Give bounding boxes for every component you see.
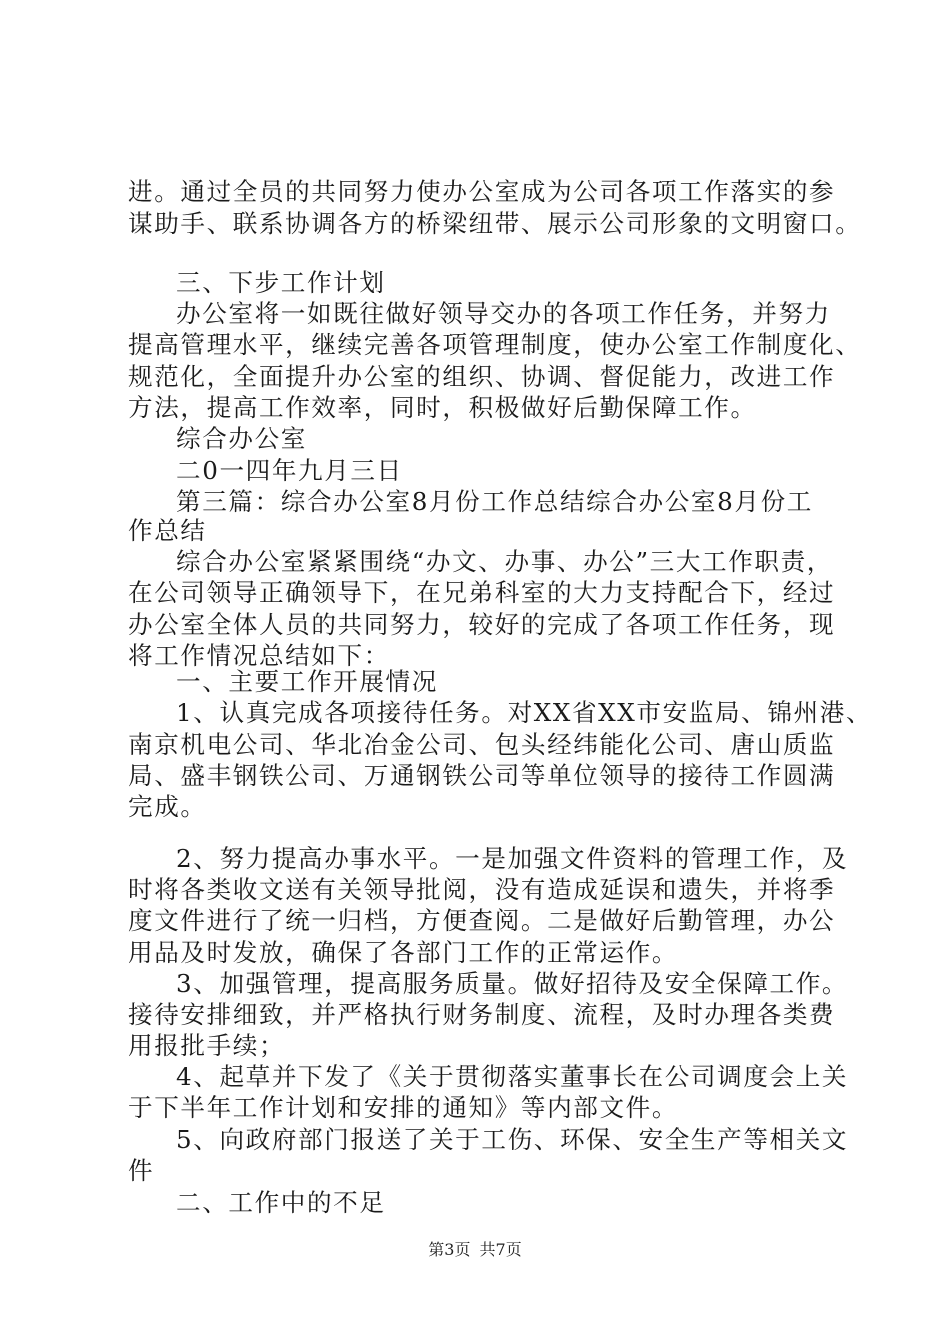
text-line: 完成。	[128, 792, 207, 821]
text-line: 接待安排细致，并严格执行财务制度、流程，及时办理各类费	[128, 1000, 836, 1029]
article-title: 作总结	[128, 516, 207, 545]
section-heading: 三、下步工作计划	[176, 268, 386, 297]
text-line: 南京机电公司、华北冶金公司、包头经纬能化公司、唐山质监	[128, 730, 836, 759]
text-line: 方法，提高工作效率，同时，积极做好后勤保障工作。	[128, 393, 757, 422]
page-total: 共7页	[479, 1240, 522, 1259]
text-line: 用报批手续；	[128, 1031, 286, 1060]
section-heading: 二、工作中的不足	[176, 1188, 386, 1217]
text-line: 时将各类收文送有关领导批阅，没有造成延误和遗失，并将季	[128, 875, 836, 904]
text-line: 在公司领导正确领导下，在兄弟科室的大力支持配合下，经过	[128, 578, 836, 607]
text-line: 5、向政府部门报送了关于工伤、环保、安全生产等相关文	[176, 1125, 849, 1154]
text-line: 2、努力提高办事水平。一是加强文件资料的管理工作，及	[176, 844, 849, 873]
page-number: 第3页	[428, 1240, 471, 1259]
text-line: 谋助手、联系协调各方的桥梁纽带、展示公司形象的文明窗口。	[128, 209, 862, 238]
text-line: 1、认真完成各项接待任务。对XX省XX市安监局、锦州港、	[176, 698, 873, 727]
text-line: 将工作情况总结如下：	[128, 641, 390, 670]
text-line: 4、起草并下发了《关于贯彻落实董事长在公司调度会上关	[176, 1062, 849, 1091]
text-line: 规范化，全面提升办公室的组织、协调、督促能力，改进工作	[128, 362, 836, 391]
text-line: 进。通过全员的共同努力使办公室成为公司各项工作落实的参	[128, 177, 836, 206]
text-line: 度文件进行了统一归档，方便查阅。二是做好后勤管理，办公	[128, 906, 836, 935]
section-heading: 一、主要工作开展情况	[176, 667, 438, 696]
page-footer	[0, 1240, 950, 1260]
article-title: 第三篇：综合办公室8月份工作总结综合办公室8月份工	[176, 487, 813, 516]
text-line: 3、加强管理，提高服务质量。做好招待及安全保障工作。	[176, 969, 849, 998]
text-line: 办公室将一如既往做好领导交办的各项工作任务，并努力	[176, 299, 831, 328]
text-line: 综合办公室紧紧围绕“办文、办事、办公”三大工作职责，	[176, 547, 833, 576]
text-line: 用品及时发放，确保了各部门工作的正常运作。	[128, 938, 679, 967]
text-line: 局、盛丰钢铁公司、万通钢铁公司等单位领导的接待工作圆满	[128, 761, 836, 790]
signature-date: 二0一四年九月三日	[176, 456, 403, 485]
signature-office: 综合办公室	[176, 424, 307, 453]
text-line: 于下半年工作计划和安排的通知》等内部文件。	[128, 1093, 679, 1122]
text-line: 件	[128, 1156, 155, 1185]
text-line: 办公室全体人员的共同努力，较好的完成了各项工作任务，现	[128, 610, 836, 639]
text-line: 提高管理水平，继续完善各项管理制度，使办公室工作制度化、	[128, 330, 862, 359]
